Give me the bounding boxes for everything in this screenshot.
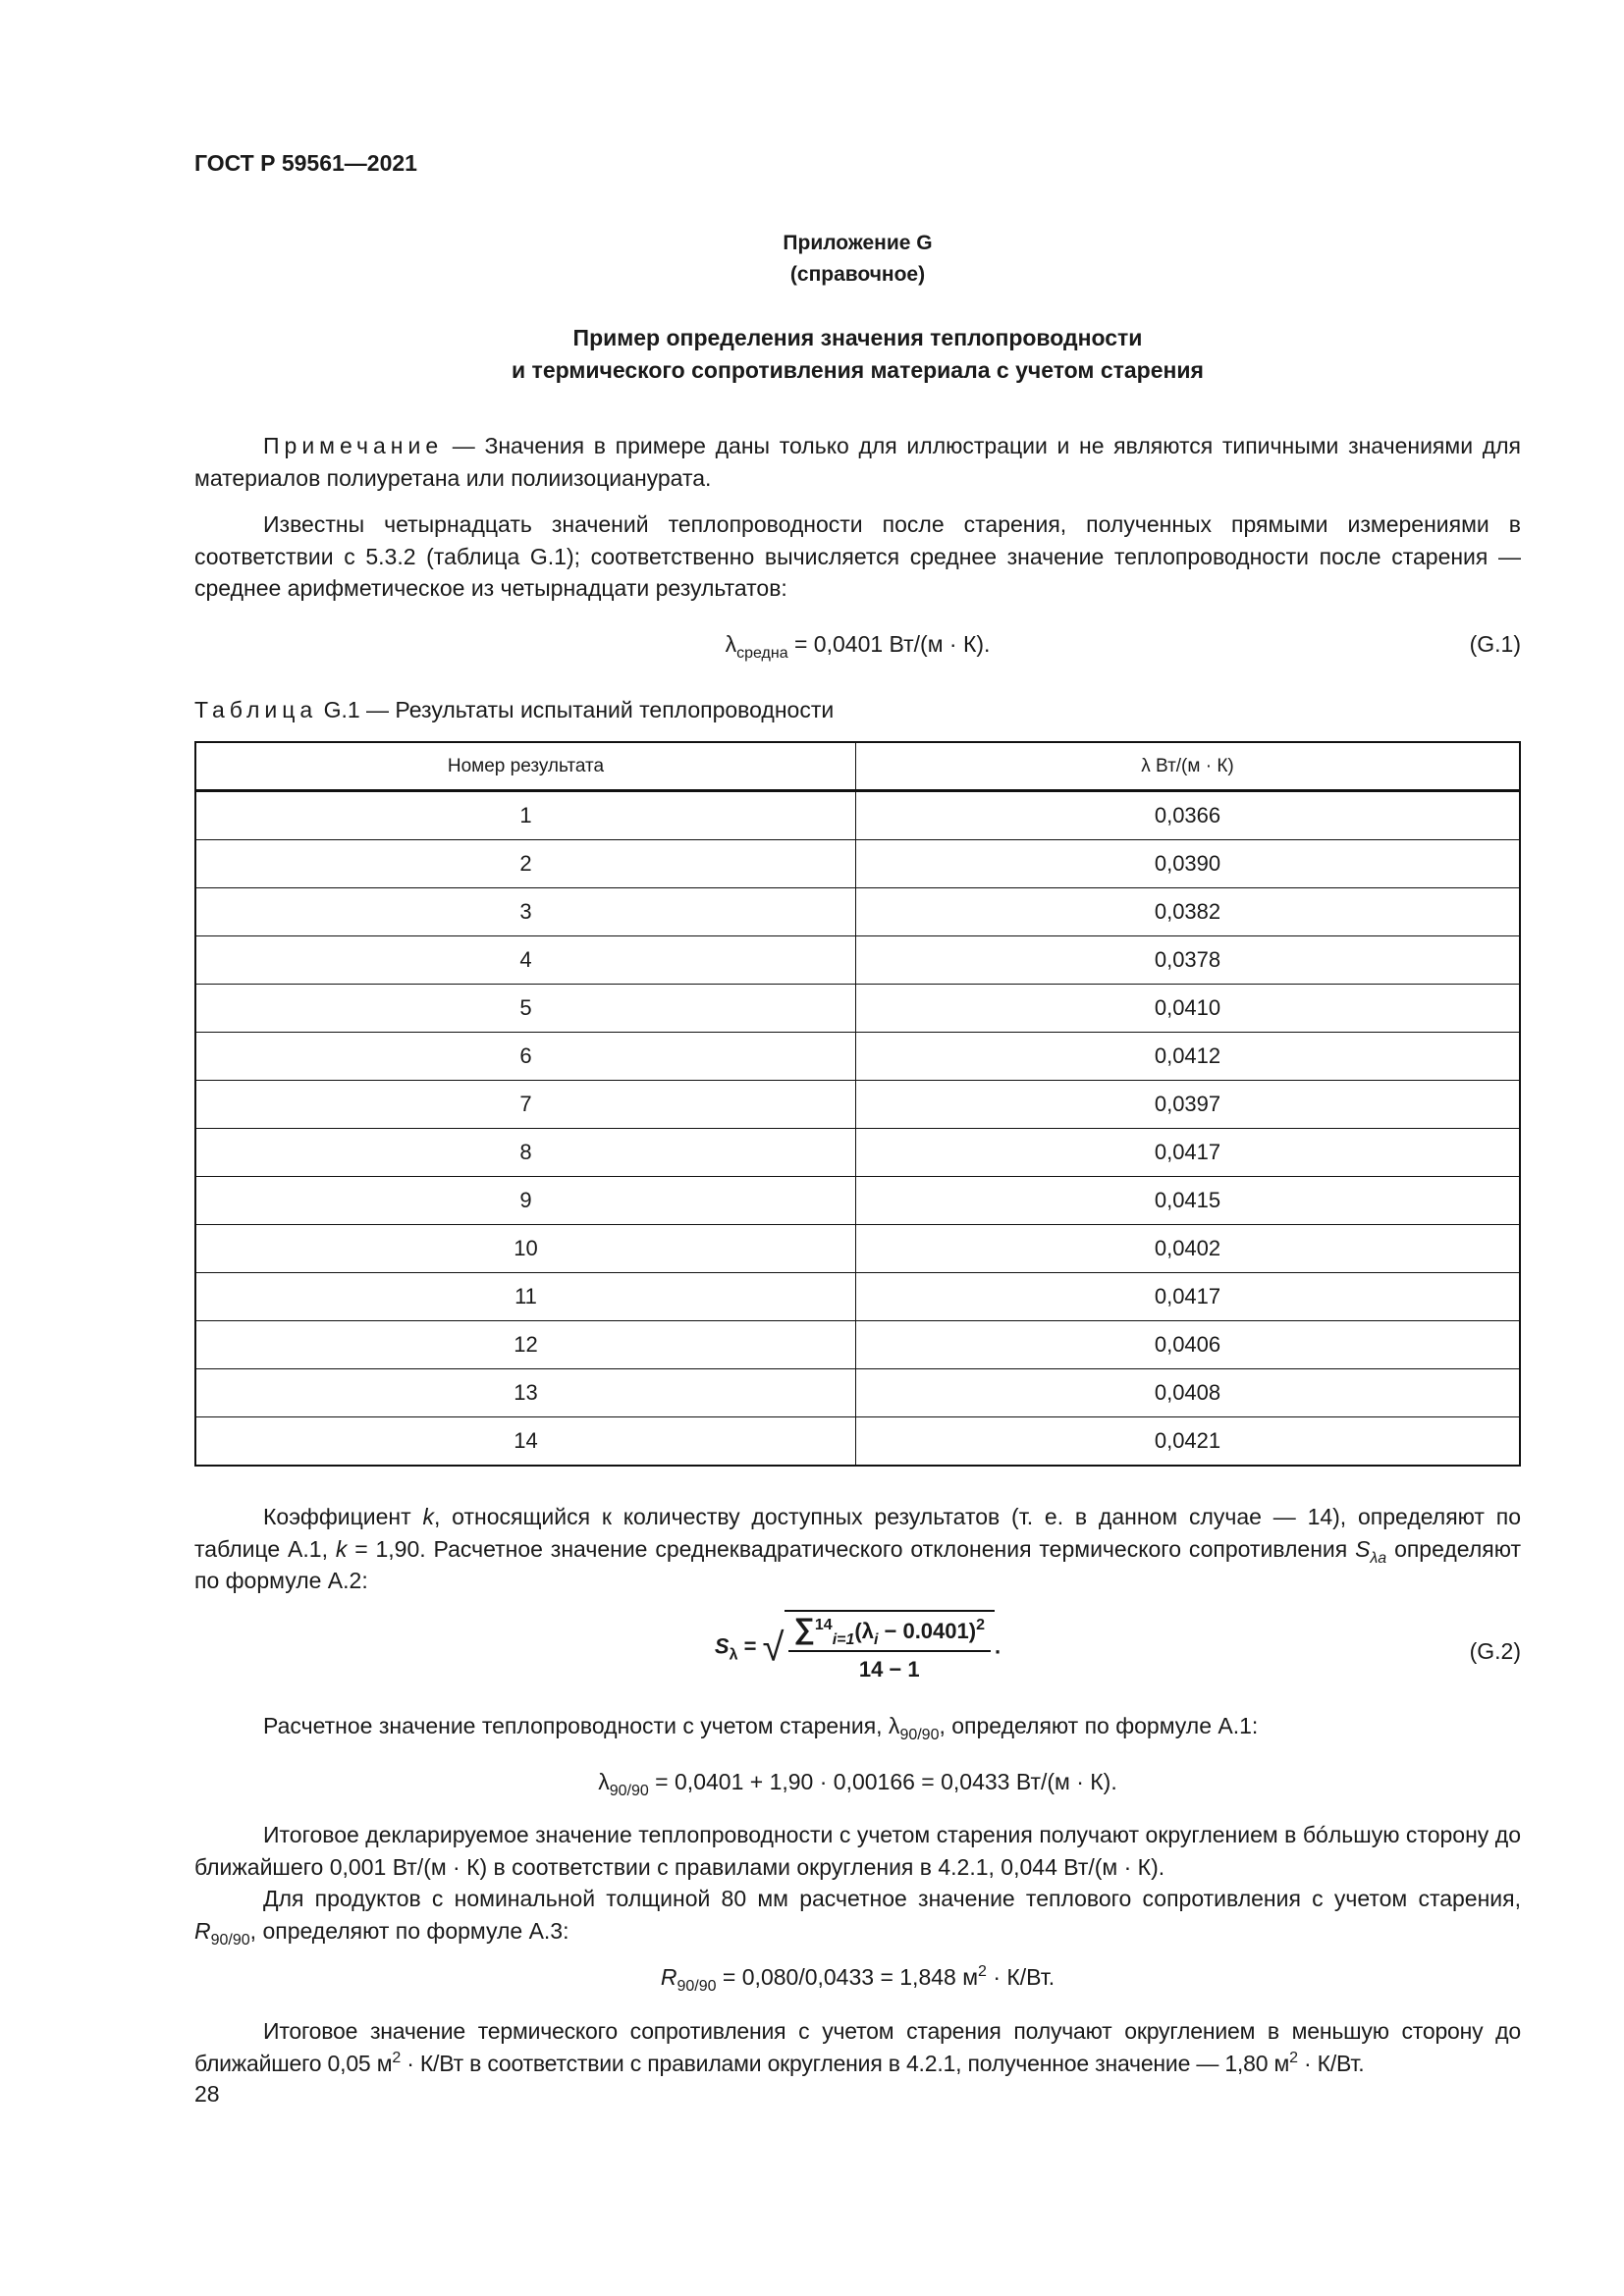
table-row	[195, 1225, 1520, 1273]
paragraph-declared-lambda: Итоговое декларируемое значение теплопроводности с учетом старения получают округлением в бóльшую сторону до ближайшего 0,001 Вт/(м · К) в соответствии с правилами округления в 4.2.1, 0,044 Вт/(м · К).	[194, 1822, 1521, 1880]
result-number-cell: 6	[195, 1033, 856, 1081]
lambda-value-cell: 0,0412	[856, 1033, 1521, 1081]
equation-g1	[194, 628, 1521, 661]
text-fragment: k	[335, 1535, 348, 1562]
lambda-value-cell: 0,0406	[856, 1321, 1521, 1369]
table-header-row	[195, 742, 1520, 791]
lambda-value-cell: 0,0402	[856, 1225, 1521, 1273]
text-fragment: , определяют по формуле А.3:	[249, 1917, 569, 1944]
paragraph-intro: Известны четырнадцать значений теплопроводности после старения, полученных прямыми измерениями в соответствии с 5.3.2 (таблица G.1); соответственно вычисляется среднее значение теплопроводности после старения — среднее арифметическое из четырнадцати результатов:	[194, 511, 1521, 601]
text-fragment: Итоговое значение термического сопротивления с учетом старения получают округлением в меньшую сторону до ближайшего 0,05 м	[194, 2018, 1521, 2076]
table-caption	[194, 697, 834, 723]
appendix-label: Приложение G	[783, 232, 933, 254]
result-number-cell: 4	[195, 936, 856, 985]
header-lambda: λ Вт/(м · К)	[856, 742, 1521, 791]
lambda-value-cell: 0,0382	[856, 888, 1521, 936]
text-fragment: Коэффициент	[263, 1504, 423, 1529]
text-fragment: 90/90	[899, 1727, 940, 1743]
lambda-value-cell: 0,0378	[856, 936, 1521, 985]
s-sub: λ	[729, 1646, 738, 1664]
lambda-symbol: λ	[725, 631, 737, 657]
lambda-sub: средна	[736, 645, 788, 662]
text-fragment: 2	[978, 1963, 987, 1980]
table-row	[195, 1417, 1520, 1467]
title-line-2: и термического сопротивления материала с учетом старения	[512, 357, 1204, 383]
table-row	[195, 791, 1520, 840]
result-number-cell: 5	[195, 985, 856, 1033]
result-number-cell: 12	[195, 1321, 856, 1369]
text-fragment: 2	[1289, 2049, 1298, 2066]
result-number-cell: 1	[195, 791, 856, 840]
result-number-cell: 9	[195, 1177, 856, 1225]
result-number-cell: 8	[195, 1129, 856, 1177]
text-fragment: Для продуктов с номинальной толщиной 80 мм расчетное значение теплового сопротивления с учетом старения,	[263, 1886, 1521, 1911]
paragraph-final-resistance	[194, 2015, 1521, 2079]
results-table	[194, 741, 1521, 1467]
text-fragment: R	[194, 1917, 211, 1944]
appendix-type: (справочное)	[789, 263, 926, 286]
text-fragment: R	[660, 1964, 677, 1990]
term-rest: − 0.0401)	[878, 1619, 977, 1643]
text-fragment: , относящийся к количеству доступных результатов (т. е. в данном случае — 14), определяют по таблице А.1,	[194, 1504, 1521, 1562]
result-number-cell: 2	[195, 840, 856, 888]
note	[194, 430, 1521, 494]
lambda-value-cell: 0,0390	[856, 840, 1521, 888]
s-symbol: S	[714, 1633, 730, 1659]
text-fragment: 90/90	[677, 1978, 717, 1995]
power: 2	[976, 1617, 985, 1633]
table-row	[195, 936, 1520, 985]
caption-label: Таблица	[194, 697, 318, 722]
text-fragment: S	[1355, 1535, 1371, 1562]
lambda-value-cell: 0,0415	[856, 1177, 1521, 1225]
table-row	[195, 1273, 1520, 1321]
text-fragment: 90/90	[609, 1783, 649, 1799]
result-number-cell: 3	[195, 888, 856, 936]
text-fragment: , определяют по формуле А.1:	[939, 1713, 1259, 1738]
table-row	[195, 1033, 1520, 1081]
paragraph-lambda-calc	[194, 1710, 1521, 1742]
result-number-cell: 11	[195, 1273, 856, 1321]
text-fragment: = 0,080/0,0433 = 1,848 м	[716, 1964, 979, 1990]
paragraph-coefficient	[194, 1501, 1521, 1597]
sum-lower: i=1	[832, 1631, 855, 1648]
table-row	[195, 1321, 1520, 1369]
page-number: 28	[194, 2081, 220, 2107]
eq1-rhs: = 0,0401 Вт/(м · К).	[787, 631, 991, 657]
equation-r-9090	[194, 1961, 1521, 1994]
result-number-cell: 13	[195, 1369, 856, 1417]
text-fragment: · К/Вт в соответствии с правилами округления в 4.2.1, полученное значение — 1,80 м	[401, 2050, 1290, 2076]
lambda-value-cell: 0,0397	[856, 1081, 1521, 1129]
text-fragment: λ	[598, 1769, 610, 1794]
table-row	[195, 1129, 1520, 1177]
text-fragment: · К/Вт.	[986, 1964, 1056, 1990]
caption-text: G.1 — Результаты испытаний теплопроводности	[317, 697, 835, 722]
text-fragment: = 0,0401 + 1,90 · 0,00166 = 0,0433 Вт/(м · К).	[648, 1769, 1117, 1794]
result-number-cell: 10	[195, 1225, 856, 1273]
text-fragment: k	[422, 1504, 434, 1529]
table-row	[195, 1177, 1520, 1225]
text-fragment: 90/90	[210, 1931, 250, 1949]
lambda-value-cell: 0,0417	[856, 1273, 1521, 1321]
table-row	[195, 1081, 1520, 1129]
note-text: — Значения в примере даны только для иллюстрации и не являются типичными значениями для материалов полиуретана или полиизоцианурата.	[194, 433, 1521, 491]
text-fragment: определяют по формуле А.2:	[194, 1535, 1521, 1593]
text-fragment: · К/Вт.	[1297, 2050, 1365, 2076]
lambda-value-cell: 0,0417	[856, 1129, 1521, 1177]
result-number-cell: 14	[195, 1417, 856, 1467]
document-header: ГОСТ Р 59561—2021	[194, 150, 417, 176]
title-line-1: Пример определения значения теплопроводности	[572, 325, 1143, 350]
text-fragment: λa	[1370, 1549, 1387, 1567]
sqrt-sign-icon: √	[762, 1626, 785, 1670]
table-row	[195, 888, 1520, 936]
term: (λ	[854, 1619, 874, 1643]
equation-number: (G.2)	[1469, 1638, 1521, 1664]
table-row	[195, 1369, 1520, 1417]
sum-sign: ∑	[793, 1613, 815, 1645]
text-fragment: = 1,90. Расчетное значение среднеквадратического отклонения термического сопротивления	[347, 1535, 1356, 1562]
text-fragment: Расчетное значение теплопроводности с учетом старения, λ	[263, 1713, 900, 1738]
term-sub: i	[873, 1631, 879, 1648]
equation-number: (G.1)	[1469, 631, 1521, 657]
lambda-value-cell: 0,0366	[856, 791, 1521, 840]
lambda-value-cell: 0,0408	[856, 1369, 1521, 1417]
equation-g2: $S_\lambda$ = √ $\frac{\sum^{14}_{i=1}(\lambda_i - 0.0401)^2}{14 - 1}$ . (G.2)	[194, 1610, 1521, 1698]
text-fragment: 2	[392, 2049, 402, 2066]
note-label: Примечание	[263, 433, 444, 458]
header-result-number: Номер результата	[195, 742, 856, 791]
paragraph-thermal-resistance	[194, 1883, 1521, 1947]
sum-upper: 14	[814, 1617, 833, 1633]
lambda-value-cell: 0,0410	[856, 985, 1521, 1033]
appendix-title	[194, 322, 1521, 387]
equation-lambda-9090	[194, 1766, 1521, 1798]
result-number-cell: 7	[195, 1081, 856, 1129]
denominator: 14 − 1	[858, 1656, 920, 1682]
table-row	[195, 985, 1520, 1033]
lambda-value-cell: 0,0421	[856, 1417, 1521, 1467]
table-row	[195, 840, 1520, 888]
